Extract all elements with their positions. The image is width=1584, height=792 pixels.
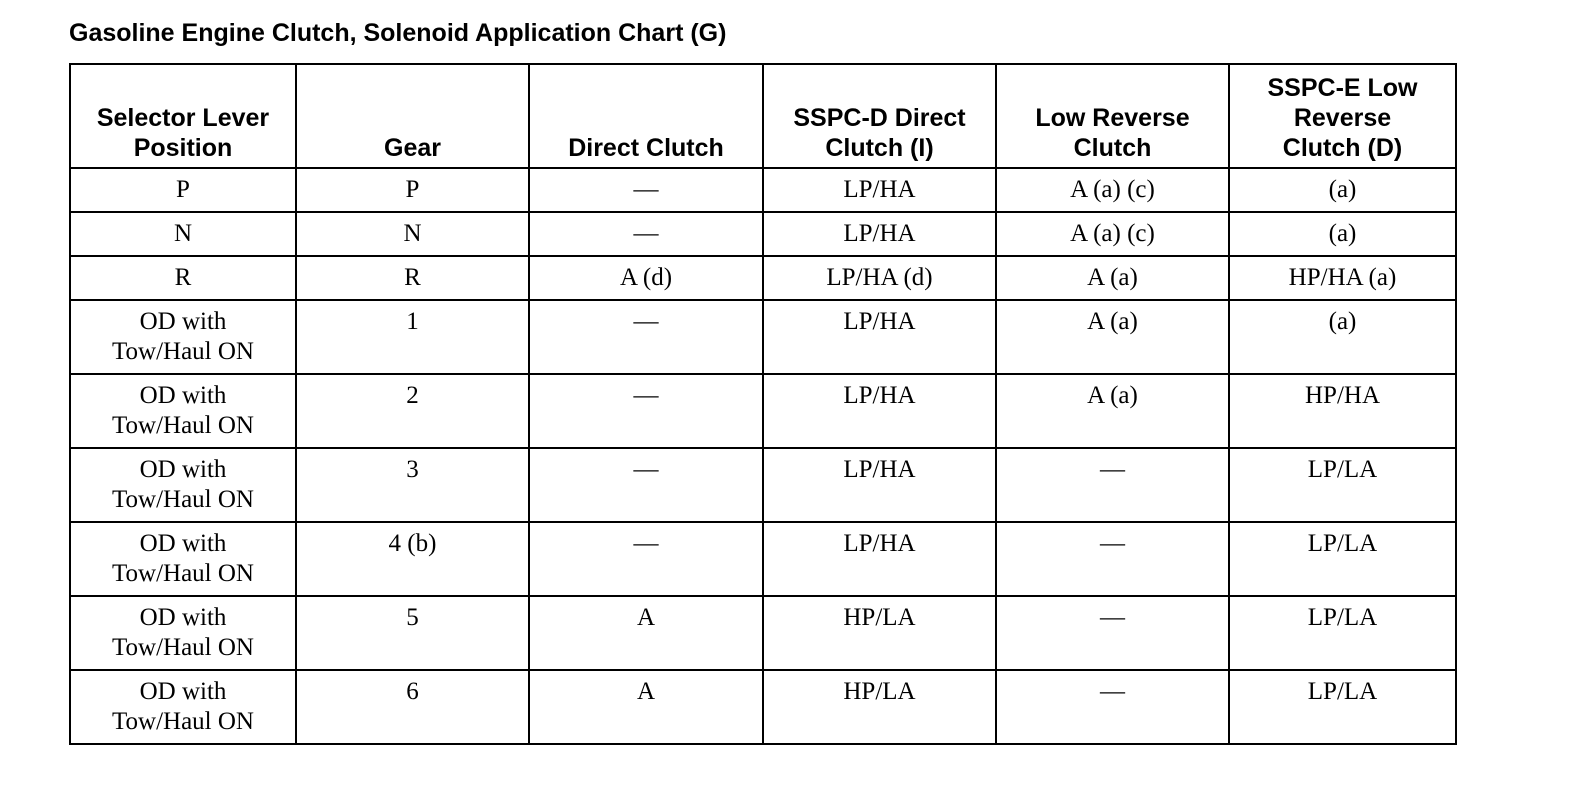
header-gear: Gear [296, 64, 529, 168]
header-sspc-e-low-reverse-clutch: SSPC-E Low Reverse Clutch (D) [1229, 64, 1456, 168]
cell-gear: 1 [296, 300, 529, 374]
cell-gear: N [296, 212, 529, 256]
table-row [70, 596, 1456, 670]
header-sspc-d-direct-clutch: SSPC-D Direct Clutch (I) [763, 64, 996, 168]
cell-gear: 6 [296, 670, 529, 744]
cell-gear: 2 [296, 374, 529, 448]
cell-sspc-d-direct-clutch: LP/HA [763, 300, 996, 374]
cell-gear: R [296, 256, 529, 300]
page-title: Gasoline Engine Clutch, Solenoid Application Chart (G) [69, 19, 727, 47]
cell-sspc-d-direct-clutch: LP/HA [763, 212, 996, 256]
cell-gear: P [296, 168, 529, 212]
cell-sspc-e-low-reverse-clutch: (a) [1229, 168, 1456, 212]
cell-selector-lever-position: OD with Tow/Haul ON [70, 522, 296, 596]
cell-selector-lever-position: OD with Tow/Haul ON [70, 448, 296, 522]
cell-sspc-e-low-reverse-clutch: (a) [1229, 300, 1456, 374]
cell-selector-lever-position: OD with Tow/Haul ON [70, 670, 296, 744]
cell-sspc-d-direct-clutch: LP/HA (d) [763, 256, 996, 300]
cell-gear: 3 [296, 448, 529, 522]
cell-selector-lever-position: OD with Tow/Haul ON [70, 596, 296, 670]
cell-selector-lever-position: OD with Tow/Haul ON [70, 300, 296, 374]
table-row [70, 448, 1456, 522]
cell-sspc-d-direct-clutch: LP/HA [763, 374, 996, 448]
table-row [70, 522, 1456, 596]
cell-sspc-d-direct-clutch: LP/HA [763, 448, 996, 522]
cell-low-reverse-clutch: A (a) [996, 256, 1229, 300]
header-low-reverse-clutch: Low Reverse Clutch [996, 64, 1229, 168]
cell-selector-lever-position: N [70, 212, 296, 256]
table-row [70, 212, 1456, 256]
cell-sspc-e-low-reverse-clutch: LP/LA [1229, 670, 1456, 744]
cell-sspc-d-direct-clutch: HP/LA [763, 596, 996, 670]
cell-direct-clutch: A [529, 670, 763, 744]
cell-sspc-e-low-reverse-clutch: LP/LA [1229, 522, 1456, 596]
cell-gear: 4 (b) [296, 522, 529, 596]
cell-sspc-e-low-reverse-clutch: HP/HA [1229, 374, 1456, 448]
cell-sspc-d-direct-clutch: HP/LA [763, 670, 996, 744]
cell-sspc-d-direct-clutch: LP/HA [763, 168, 996, 212]
cell-low-reverse-clutch: — [996, 596, 1229, 670]
cell-selector-lever-position: P [70, 168, 296, 212]
cell-direct-clutch: — [529, 212, 763, 256]
clutch-solenoid-application-table [69, 63, 1457, 745]
cell-sspc-d-direct-clutch: LP/HA [763, 522, 996, 596]
cell-selector-lever-position: R [70, 256, 296, 300]
cell-low-reverse-clutch: A (a) (c) [996, 212, 1229, 256]
cell-direct-clutch: — [529, 168, 763, 212]
cell-direct-clutch: — [529, 522, 763, 596]
cell-sspc-e-low-reverse-clutch: HP/HA (a) [1229, 256, 1456, 300]
table-row [70, 256, 1456, 300]
cell-selector-lever-position: OD with Tow/Haul ON [70, 374, 296, 448]
table-row [70, 374, 1456, 448]
table-row [70, 670, 1456, 744]
cell-low-reverse-clutch: A (a) [996, 300, 1229, 374]
table-row [70, 168, 1456, 212]
cell-direct-clutch: A [529, 596, 763, 670]
cell-low-reverse-clutch: A (a) [996, 374, 1229, 448]
cell-sspc-e-low-reverse-clutch: LP/LA [1229, 596, 1456, 670]
cell-sspc-e-low-reverse-clutch: LP/LA [1229, 448, 1456, 522]
cell-direct-clutch: — [529, 448, 763, 522]
table-row [70, 300, 1456, 374]
cell-direct-clutch: — [529, 374, 763, 448]
cell-direct-clutch: — [529, 300, 763, 374]
cell-sspc-e-low-reverse-clutch: (a) [1229, 212, 1456, 256]
cell-low-reverse-clutch: — [996, 670, 1229, 744]
cell-gear: 5 [296, 596, 529, 670]
header-direct-clutch: Direct Clutch [529, 64, 763, 168]
cell-low-reverse-clutch: — [996, 448, 1229, 522]
cell-low-reverse-clutch: — [996, 522, 1229, 596]
cell-direct-clutch: A (d) [529, 256, 763, 300]
header-selector-lever-position: Selector Lever Position [70, 64, 296, 168]
table-header-row [70, 64, 1456, 168]
cell-low-reverse-clutch: A (a) (c) [996, 168, 1229, 212]
